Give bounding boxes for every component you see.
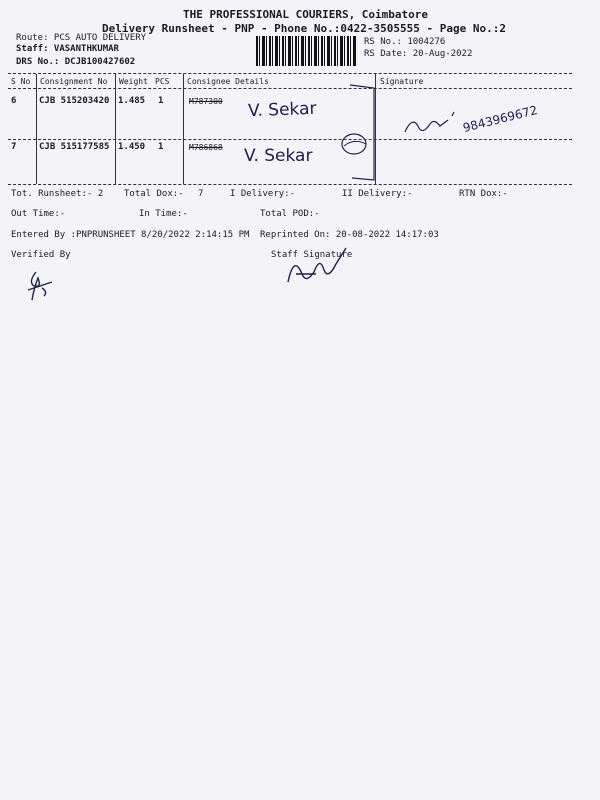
col-header-weight: Weight [119, 77, 148, 86]
column-divider [183, 74, 184, 184]
table-top-rule [8, 73, 572, 74]
row-consignee-code: M786868 [189, 143, 223, 152]
handwritten-signature-marks [330, 80, 590, 190]
route: Route: PCS AUTO DELIVERY [16, 33, 147, 43]
total-pod: Total POD:- [260, 209, 320, 219]
reprinted-on: Reprinted On: 20-08-2022 14:17:03 [260, 230, 439, 240]
col-header-consignment: Consignment No [40, 77, 108, 86]
out-time: Out Time:- [11, 209, 66, 219]
row-consignment-no: CJB 515203420 [39, 96, 110, 106]
row-weight: 1.485 [118, 96, 146, 106]
in-time: In Time:- [139, 209, 188, 219]
handwritten-phone-note: 9843969672 [461, 102, 539, 136]
column-divider [115, 74, 116, 184]
staff-name: Staff: VASANTHKUMAR [16, 44, 119, 54]
col-header-pcs: PCS [155, 77, 170, 86]
verified-by-signature [22, 268, 62, 308]
col-header-consignee: Consignee Details [187, 77, 269, 86]
row-weight: 1.450 [118, 142, 146, 152]
total-dox-label: Total Dox:- [124, 189, 184, 199]
verified-by-label: Verified By [11, 250, 71, 260]
i-delivery: I Delivery:- [230, 189, 296, 199]
row-consignee-code: M787300 [189, 97, 223, 106]
row-pcs: 1 [158, 142, 164, 152]
row-consignment-no: CJB 515177585 [39, 142, 110, 152]
rs-date: RS Date: 20-Aug-2022 [364, 49, 473, 59]
col-header-signature: Signature [380, 77, 424, 86]
rtn-dox: RTN Dox:- [459, 189, 508, 199]
company-name: THE PROFESSIONAL COURIERS, Coimbatore [183, 8, 429, 21]
entered-by: Entered By :PNPRUNSHEET 8/20/2022 2:14:15 PM [11, 230, 250, 240]
drs-number: DRS No.: DCJB100427602 [16, 57, 136, 67]
runsheet-title: Delivery Runsheet - PNP - Phone No.:0422-3505555 - Page No.:2 [102, 22, 506, 35]
column-divider [36, 74, 37, 184]
row-pcs: 1 [158, 96, 164, 106]
row-sno: 7 [11, 142, 17, 152]
ii-delivery: II Delivery:- [342, 189, 413, 199]
total-dox-value: 7 [198, 189, 204, 199]
staff-signature-mark [280, 244, 350, 288]
handwritten-consignee-name: V. Sekar [247, 98, 317, 122]
handwritten-consignee-name: V. Sekar [244, 146, 313, 166]
total-runsheet: Tot. Runsheet:- 2 [11, 189, 104, 199]
row-sno: 6 [11, 96, 17, 106]
rs-number: RS No.: 1004276 [364, 37, 446, 47]
col-header-sno: S No [11, 77, 31, 86]
barcode [256, 36, 356, 66]
staff-signature-label: Staff Signature [271, 250, 353, 260]
